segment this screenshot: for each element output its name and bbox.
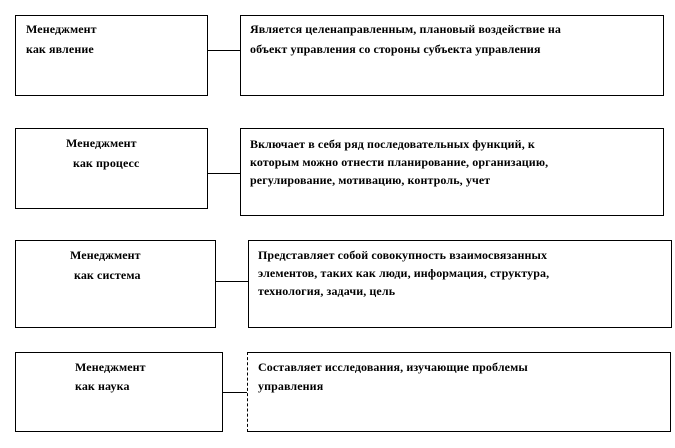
description-line1: Составляет исследования, изучающие проблемы (258, 360, 528, 374)
term-label-line2: как явление (26, 42, 94, 56)
term-label-line2: как система (74, 268, 141, 282)
term-label-line1: Менеджмент (75, 360, 146, 374)
description-line2: объект управления со стороны субъекта управления (250, 42, 541, 56)
description-line1: Представляет собой совокупность взаимосвязанных (258, 248, 548, 262)
description-line2: управления (258, 379, 324, 393)
term-label-line2: как наука (75, 379, 130, 393)
connector-line (223, 392, 247, 393)
description-line3: технология, задачи, цель (258, 284, 396, 298)
connector-line (216, 281, 248, 282)
description-line2: элементов, таких как люди, информация, структура, (258, 266, 550, 280)
term-label-line1: Менеджмент (70, 248, 141, 262)
term-label-line2: как процесс (73, 156, 140, 170)
term-label-line1: Менеджмент (26, 22, 97, 36)
description-line1: Является целенаправленным, плановый воздействие на (250, 22, 561, 36)
description-line2: которым можно отнести планирование, организацию, (250, 155, 549, 169)
term-label-line1: Менеджмент (66, 136, 137, 150)
connector-line (208, 50, 240, 51)
description-line1: Включает в себя ряд последовательных функций, к (250, 137, 535, 151)
description-line3: регулирование, мотивацию, контроль, учет (250, 173, 491, 187)
connector-line (208, 173, 240, 174)
